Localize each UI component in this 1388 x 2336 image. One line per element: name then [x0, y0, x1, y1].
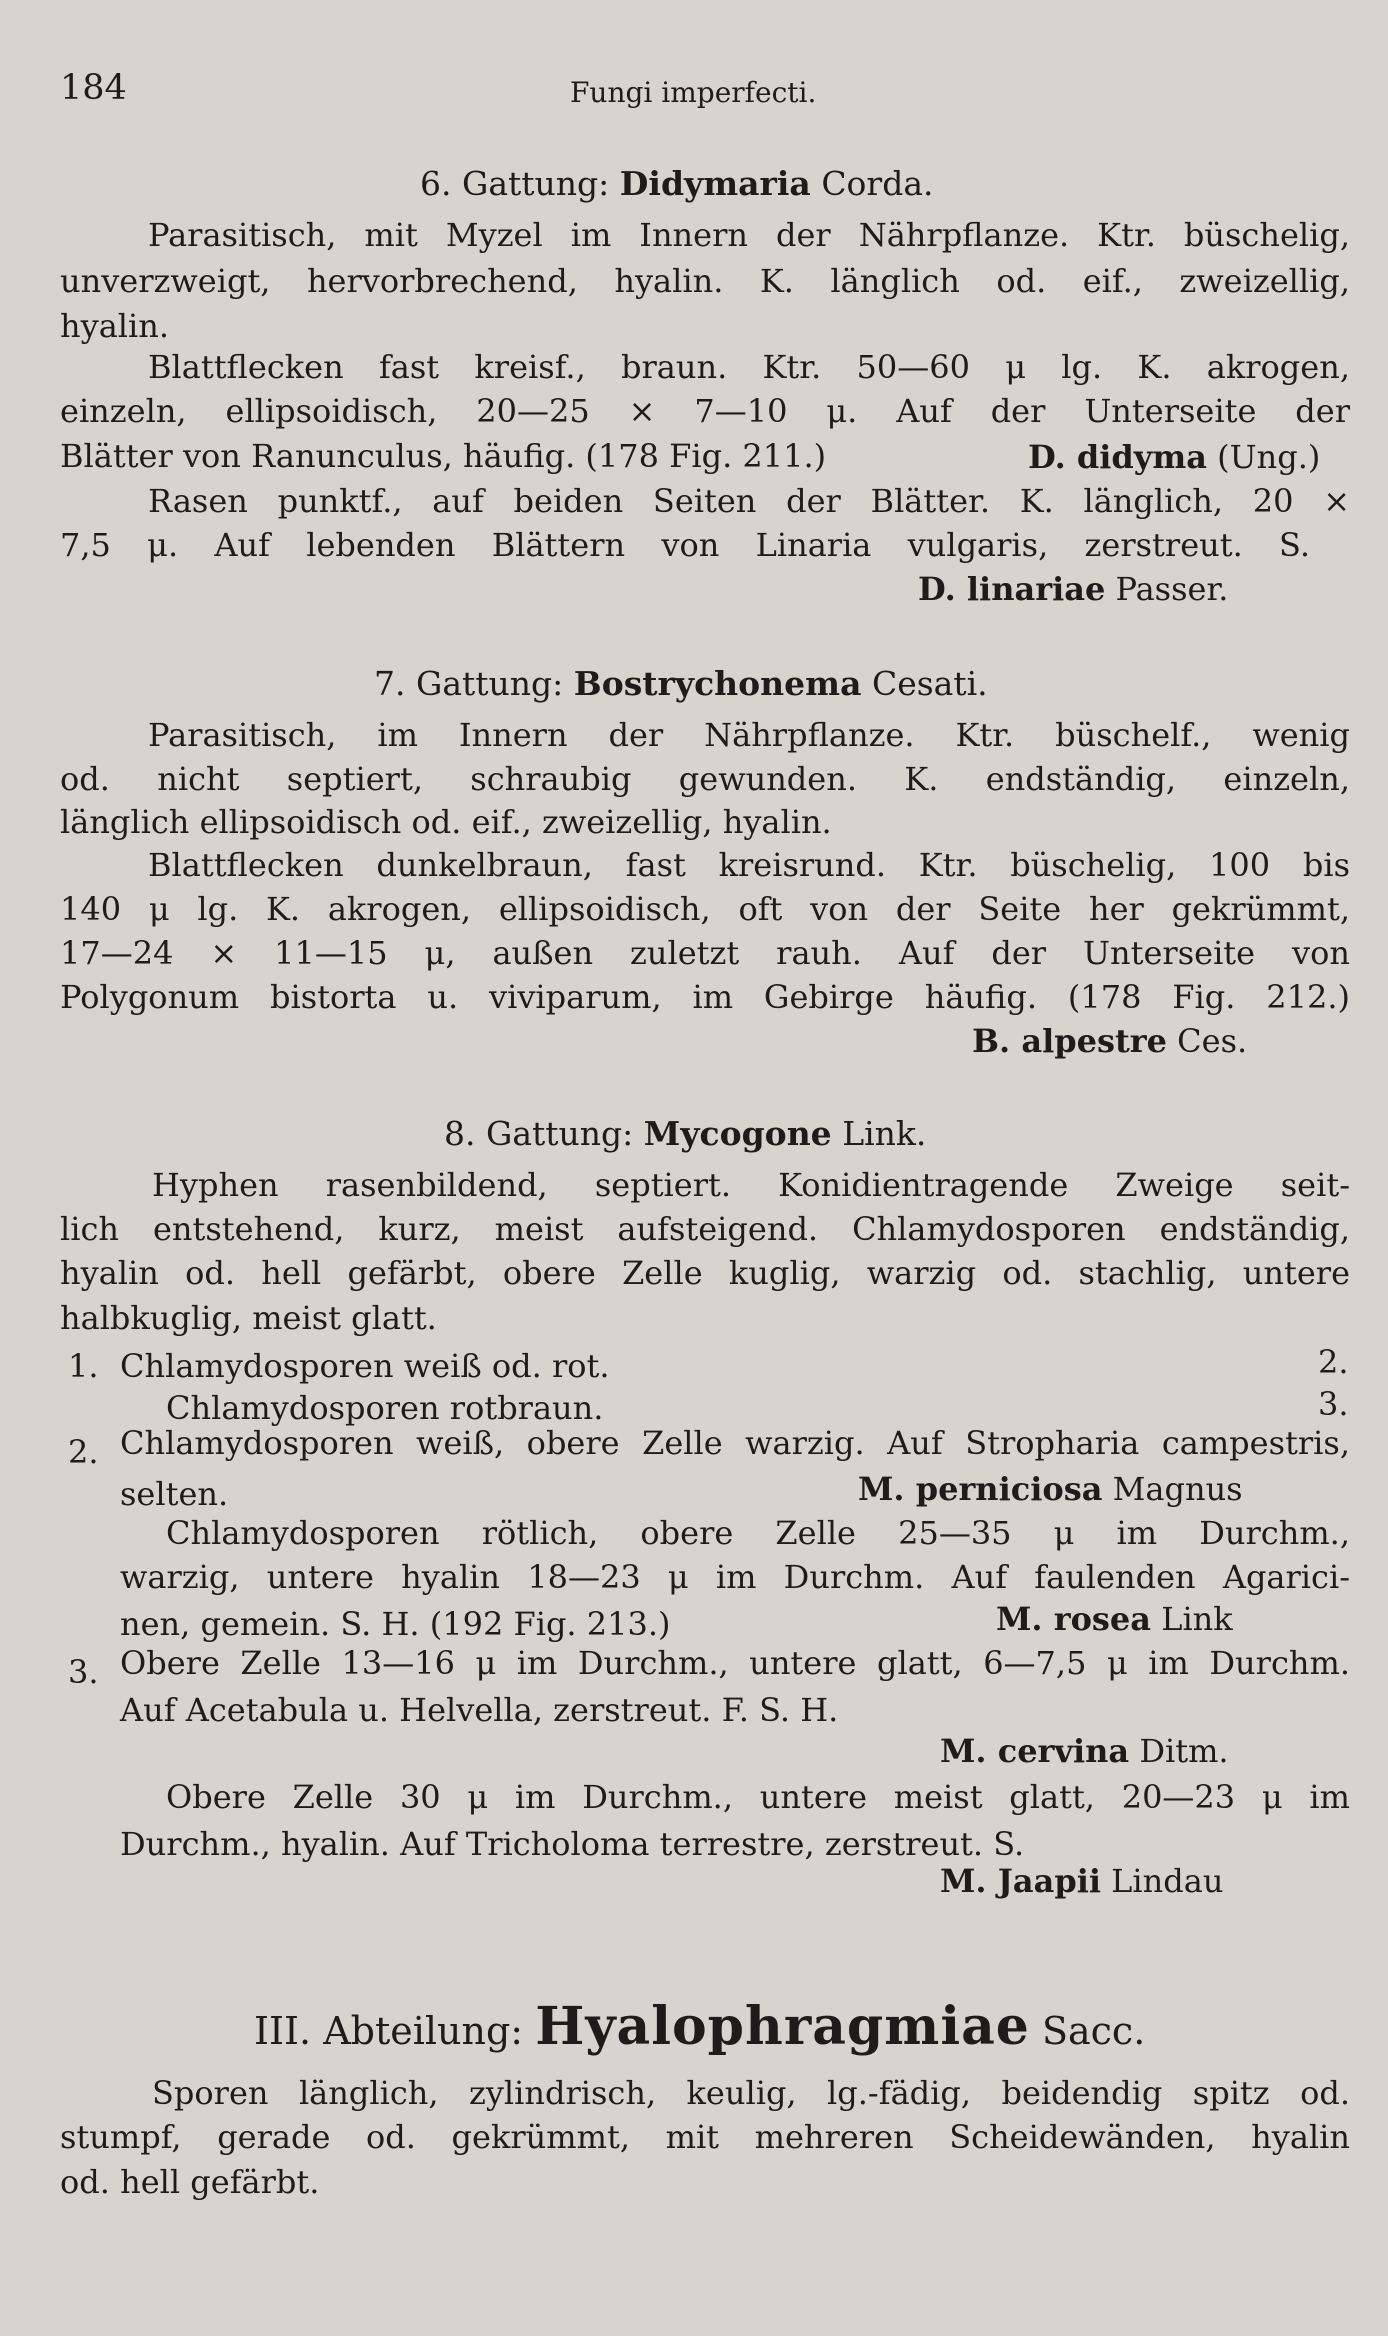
key-ref: 2. — [1318, 1343, 1349, 1381]
text-line: Sporen länglich, zylindrisch, keulig, lg.-fädig, beidendig spitz od. — [152, 2074, 1350, 2112]
text-line: Parasitisch, mit Myzel im Innern der Nährpflanze. Ktr. büschelig, — [148, 216, 1350, 254]
key-number: 2. — [68, 1433, 99, 1471]
text-line: od. hell gefärbt. — [60, 2163, 320, 2201]
text-line: halbkuglig, meist glatt. — [60, 1299, 437, 1337]
section-heading-hyalophragmiae: III. Abteilung: Hyalophragmiae Sacc. — [254, 1996, 1146, 2057]
section-name: Hyalophragmiae — [535, 1996, 1030, 2057]
page-number: 184 — [60, 68, 127, 108]
text-line: länglich ellipsoidisch od. eif., zweizellig, hyalin. — [60, 803, 832, 841]
text-line: hyalin. — [60, 307, 170, 345]
text-line: Polygonum bistorta u. viviparum, im Gebirge häufig. (178 Fig. 212.) — [60, 978, 1350, 1016]
species-didyma: D. didyma (Ung.) — [1028, 438, 1321, 476]
text-line: 140 μ lg. K. akrogen, ellipsoidisch, oft von der Seite her gekrümmt, — [60, 890, 1350, 928]
text-line: unverzweigt, hervorbrechend, hyalin. K. länglich od. eif., zweizellig, — [60, 262, 1350, 300]
text-line: Blattflecken fast kreisf., braun. Ktr. 50—60 μ lg. K. akrogen, — [148, 348, 1350, 386]
genus-name: Mycogone — [643, 1114, 832, 1153]
key-number: 1. — [68, 1347, 99, 1385]
genus-name: Didymaria — [619, 164, 811, 203]
text-line: lich entstehend, kurz, meist aufsteigend. Chlamydosporen endständig, — [60, 1210, 1350, 1248]
text-line: Hyphen rasenbildend, septiert. Konidientragende Zweige seit- — [152, 1166, 1350, 1204]
text-line: Blattflecken dunkelbraun, fast kreisrund. Ktr. büschelig, 100 bis — [148, 846, 1350, 884]
text-line: od. nicht septiert, schraubig gewunden. K. endständig, einzeln, — [60, 760, 1350, 798]
text-line: stumpf, gerade od. gekrümmt, mit mehreren Scheidewänden, hyalin — [60, 2118, 1350, 2156]
key-line: Chlamydosporen rötlich, obere Zelle 25—35 μ im Durchm., — [166, 1514, 1350, 1552]
key-line: Obere Zelle 30 μ im Durchm., untere meist glatt, 20—23 μ im — [166, 1778, 1350, 1816]
species-cervina: M. cervina Ditm. — [940, 1732, 1229, 1770]
text-line: Rasen punktf., auf beiden Seiten der Blätter. K. länglich, 20 × — [148, 482, 1350, 520]
text-line: Blätter von Ranunculus, häufig. (178 Fig. 211.) — [60, 437, 827, 475]
key-line: Durchm., hyalin. Auf Tricholoma terrestre, zerstreut. S. — [120, 1825, 1025, 1863]
key-line: Chlamydosporen weiß od. rot. — [120, 1347, 610, 1385]
genus-heading-bostrychonema: 7. Gattung: Bostrychonema Cesati. — [374, 664, 988, 703]
text-line: hyalin od. hell gefärbt, obere Zelle kuglig, warzig od. stachlig, untere — [60, 1254, 1350, 1292]
text-line: Parasitisch, im Innern der Nährpflanze. Ktr. büschelf., wenig — [148, 716, 1350, 754]
species-rosea: M. rosea Link — [996, 1600, 1233, 1638]
key-line: Chlamydosporen rotbraun. — [166, 1389, 604, 1427]
key-number: 3. — [68, 1653, 99, 1691]
running-title: Fungi imperfecti. — [570, 76, 817, 109]
species-perniciosa: M. perniciosa Magnus — [858, 1470, 1243, 1508]
text-line: 7,5 μ. Auf lebenden Blättern von Linaria vulgaris, zerstreut. S. — [60, 526, 1310, 564]
genus-name: Bostrychonema — [573, 664, 862, 703]
key-line: Auf Acetabula u. Helvella, zerstreut. F. S. H. — [120, 1691, 839, 1729]
genus-heading-didymaria: 6. Gattung: Didymaria Corda. — [420, 164, 934, 203]
key-line: Obere Zelle 13—16 μ im Durchm., untere glatt, 6—7,5 μ im Durchm. — [120, 1644, 1350, 1682]
species-alpestre: B. alpestre Ces. — [972, 1022, 1248, 1060]
key-line: selten. — [120, 1475, 229, 1513]
species-jaapii: M. Jaapii Lindau — [940, 1862, 1224, 1900]
key-line: nen, gemein. S. H. (192 Fig. 213.) — [120, 1605, 671, 1643]
text-line: 17—24 × 11—15 μ, außen zuletzt rauh. Auf der Unterseite von — [60, 934, 1350, 972]
species-linariae: D. linariae Passer. — [918, 570, 1229, 608]
genus-heading-mycogone: 8. Gattung: Mycogone Link. — [444, 1114, 927, 1153]
key-line: warzig, untere hyalin 18—23 μ im Durchm. Auf faulenden Agarici- — [120, 1558, 1350, 1596]
key-line: Chlamydosporen weiß, obere Zelle warzig. Auf Stropharia campestris, — [120, 1424, 1350, 1462]
key-ref: 3. — [1318, 1385, 1349, 1423]
text-line: einzeln, ellipsoidisch, 20—25 × 7—10 μ. Auf der Unterseite der — [60, 392, 1350, 430]
